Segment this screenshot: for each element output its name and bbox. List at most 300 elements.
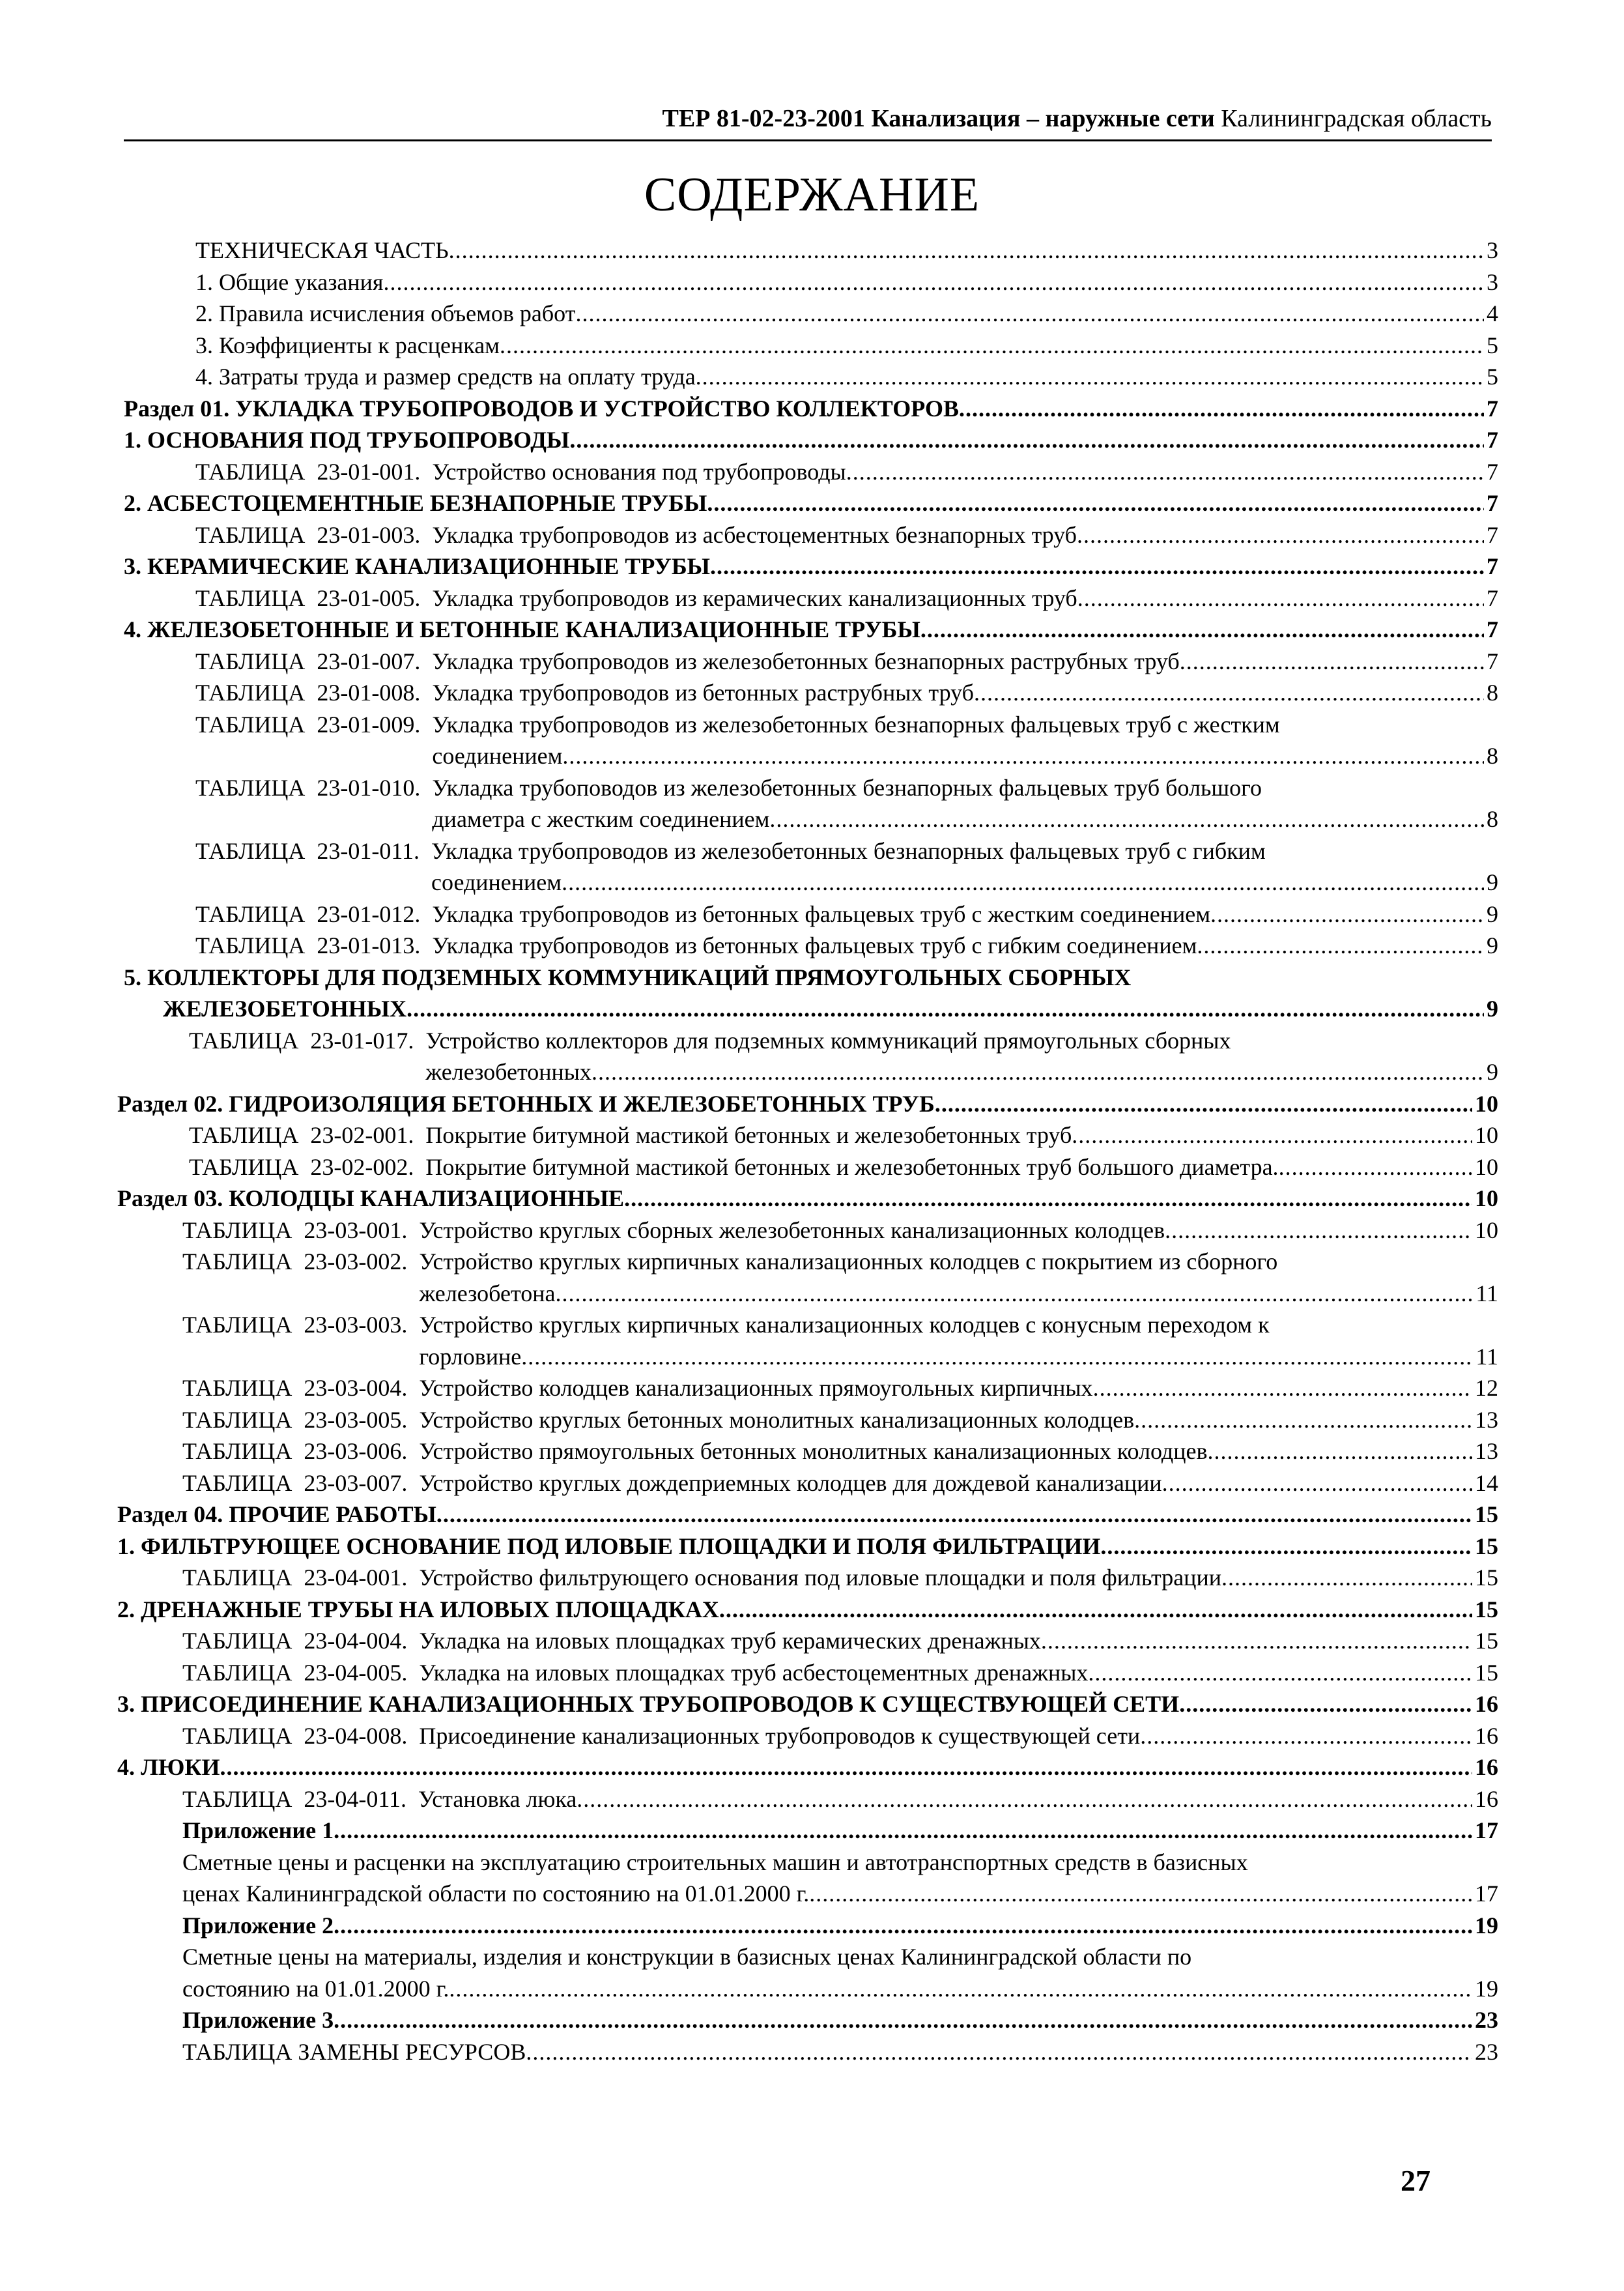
toc-leader-line <box>432 583 1498 614</box>
toc-leader-line <box>182 1878 1498 1910</box>
toc-row <box>117 1467 1498 1499</box>
toc-entry-text: состоянию на 01.01.2000 г. <box>182 1975 449 2002</box>
toc-table-entry <box>195 583 1498 614</box>
toc-entry-text: 4. ЖЕЛЕЗОБЕТОННЫЕ И БЕТОННЫЕ КАНАЛИЗАЦИОННЫЕ ТРУБЫ <box>124 616 920 642</box>
toc-dot-leader <box>1077 583 1484 614</box>
toc-page-number: 3 <box>1487 268 1498 295</box>
toc-dot-leader <box>406 993 1484 1025</box>
toc-page-number: 19 <box>1475 1912 1498 1938</box>
toc-row <box>117 330 1498 362</box>
toc-dot-leader <box>577 1783 1472 1815</box>
toc-table-label: ТАБЛИЦА 23-04-004. <box>182 1628 420 1654</box>
toc-page-number: 10 <box>1475 1122 1498 1148</box>
toc-entry-text: 2. Правила исчисления объемов работ <box>195 300 576 326</box>
toc-dot-leader <box>696 361 1484 393</box>
toc-dot-leader <box>562 740 1484 772</box>
toc-page-number: 7 <box>1487 458 1498 485</box>
toc-entry-text: Устройство прямоугольных бетонных монолитных канализационных колодцев <box>419 1438 1208 1464</box>
toc-row <box>117 551 1498 583</box>
toc-row <box>117 456 1498 488</box>
toc-page-number: 5 <box>1487 364 1498 390</box>
toc-row <box>117 424 1498 456</box>
toc-line: Устройство круглых кирпичных канализационных колодцев с покрытием из сборного <box>419 1248 1278 1275</box>
toc-table-entry <box>182 1562 1498 1594</box>
toc-table-title <box>419 1435 1498 1467</box>
toc-dot-leader <box>707 487 1484 519</box>
toc-entry-text: Укладка трубопроводов из асбестоцементных безнапорных труб <box>432 521 1077 548</box>
toc-line: Сметные цены и расценки на эксплуатацию строительных машин и автотранспортных средств в базисных <box>182 1849 1248 1875</box>
toc-leader-line <box>124 393 1498 425</box>
toc-page-number: 15 <box>1475 1564 1498 1591</box>
toc-row <box>117 1151 1498 1183</box>
toc-dot-leader <box>449 235 1484 267</box>
toc-row <box>117 962 1498 1025</box>
toc-leader-line <box>432 519 1498 551</box>
toc-table-label: ТАБЛИЦА 23-03-003. <box>182 1312 420 1338</box>
toc-dot-leader <box>710 551 1484 583</box>
toc-row <box>117 1435 1498 1467</box>
toc-row <box>117 709 1498 772</box>
toc-table-entry <box>189 1151 1498 1183</box>
toc-page-number: 10 <box>1475 1217 1498 1243</box>
toc-row <box>117 1183 1498 1215</box>
toc-row <box>117 1372 1498 1404</box>
toc-row <box>117 1941 1498 2004</box>
toc-table-label: ТАБЛИЦА 23-01-012. <box>195 901 433 927</box>
toc-entry-text: Устройство фильтрующего основания под иловые площадки и поля фильтрации <box>419 1564 1221 1591</box>
toc-entry-text: Покрытие битумной мастикой бетонных и железобетонных труб большого диаметра. <box>425 1153 1279 1180</box>
toc-page-number: 12 <box>1475 1375 1498 1401</box>
toc-entry-text: Приложение 2 <box>182 1912 334 1938</box>
toc-row <box>117 1499 1498 1531</box>
toc-leader-line <box>117 1499 1498 1531</box>
toc-page-number: 23 <box>1475 2038 1498 2065</box>
toc-table-entry <box>182 1720 1498 1752</box>
toc-table-entry <box>195 930 1498 962</box>
toc-table-label: ТАБЛИЦА 23-01-010. <box>195 774 433 801</box>
toc-table-title <box>425 1119 1498 1151</box>
toc-dot-leader <box>1134 1404 1472 1436</box>
toc-table-label: ТАБЛИЦА 23-03-005. <box>182 1406 420 1433</box>
toc-row <box>117 646 1498 678</box>
toc-table-label: ТАБЛИЦА 23-01-003. <box>195 521 433 548</box>
toc-leader-line <box>425 1056 1498 1088</box>
toc-entry-text: ЖЕЛЕЗОБЕТОННЫХ <box>163 996 407 1022</box>
toc-entry-text: Устройство круглых бетонных монолитных канализационных колодцев <box>419 1406 1135 1433</box>
toc-page-number: 16 <box>1475 1754 1498 1780</box>
toc-page-number: 9 <box>1487 1059 1498 1085</box>
toc-table-entry <box>195 835 1498 899</box>
toc-table-entry <box>182 1467 1498 1499</box>
toc-leader-line <box>432 646 1498 678</box>
toc-leader-line <box>124 993 1498 1025</box>
toc-row <box>117 614 1498 646</box>
toc-dot-leader <box>1180 646 1484 678</box>
toc-entry-text: железобетона <box>419 1280 556 1306</box>
toc-page-number: 7 <box>1487 553 1498 579</box>
toc-table-title <box>432 519 1498 551</box>
toc-page-number: 7 <box>1487 648 1498 674</box>
toc-entry-text: 3. Коэффициенты к расценкам <box>195 332 500 358</box>
toc-entry-text: 3. ПРИСОЕДИНЕНИЕ КАНАЛИЗАЦИОННЫХ ТРУБОПРОВОДОВ К СУЩЕСТВУЮЩЕЙ СЕТИ <box>117 1691 1180 1717</box>
toc-dot-leader <box>1077 519 1484 551</box>
toc-table-title <box>419 1467 1498 1499</box>
toc-dot-leader <box>334 1815 1472 1847</box>
toc-table-entry <box>195 519 1498 551</box>
toc-dot-leader <box>769 803 1484 835</box>
toc-page-number: 15 <box>1475 1628 1498 1654</box>
toc-row <box>117 1847 1498 1910</box>
toc-dot-leader <box>220 1751 1472 1783</box>
toc-table-label: ТАБЛИЦА 23-01-013. <box>195 932 433 958</box>
toc-line: Укладка трубоповодов из железобетонных безнапорных фальцевых труб большого <box>432 774 1262 801</box>
toc-dot-leader <box>1041 1625 1472 1657</box>
toc-entry-text: Укладка трубопроводов из керамических канализационных труб <box>432 584 1077 611</box>
toc-leader-line <box>182 1973 1498 2005</box>
toc-entry-text: Установка люка <box>418 1785 577 1812</box>
toc-page-number: 9 <box>1487 996 1498 1022</box>
toc-table-title <box>432 646 1498 678</box>
toc-table-label: ТАБЛИЦА 23-01-017. <box>189 1027 426 1054</box>
toc-leader-line <box>419 1562 1498 1594</box>
toc-table-entry <box>182 1246 1498 1309</box>
toc-table-title <box>419 1720 1498 1752</box>
toc-dot-leader <box>624 1183 1472 1215</box>
toc-row <box>117 1088 1498 1120</box>
toc-entry-text: Раздел 04. ПРОЧИЕ РАБОТЫ <box>117 1501 436 1527</box>
toc-leader-line <box>124 614 1498 646</box>
toc-row <box>117 930 1498 962</box>
toc-leader-line <box>419 1625 1498 1657</box>
toc-page-number: 7 <box>1487 521 1498 548</box>
toc-table-label: ТАБЛИЦА 23-01-008. <box>195 680 433 706</box>
toc-dot-leader <box>809 1878 1472 1910</box>
toc-leader-line <box>124 487 1498 519</box>
toc-table-title <box>419 1215 1498 1246</box>
toc-page-number: 9 <box>1487 932 1498 958</box>
toc-table-label: ТАБЛИЦА 23-01-005. <box>195 584 433 611</box>
toc-page-number: 19 <box>1475 1975 1498 2002</box>
toc-table-label: ТАБЛИЦА 23-01-009. <box>195 711 433 738</box>
toc-leader-line <box>419 1467 1498 1499</box>
toc-dot-leader <box>1072 1119 1472 1151</box>
toc-page-number: 13 <box>1475 1406 1498 1433</box>
toc-table-title <box>419 1657 1498 1689</box>
toc-page-number: 15 <box>1475 1659 1498 1686</box>
toc-entry-text: 1. Общие указания <box>195 268 384 295</box>
toc-row <box>117 2036 1498 2068</box>
toc-table-label: ТАБЛИЦА 23-01-007. <box>195 648 433 674</box>
toc-table-title <box>419 1562 1498 1594</box>
toc-table-label: ТАБЛИЦА 23-04-008. <box>182 1722 420 1749</box>
toc-entry-text: 4. Затраты труда и размер средств на оплату труда <box>195 364 696 390</box>
toc-row <box>117 1751 1498 1783</box>
toc-dot-leader <box>591 1056 1484 1088</box>
toc-row <box>117 393 1498 425</box>
toc-dot-leader <box>1208 1435 1473 1467</box>
toc-dot-leader <box>1165 1215 1472 1246</box>
toc-entry-text: ТАБЛИЦА ЗАМЕНЫ РЕСУРСОВ <box>182 2038 526 2065</box>
toc-page-number: 15 <box>1475 1596 1498 1622</box>
toc-table-title <box>419 1309 1498 1372</box>
toc-table-title <box>432 772 1498 835</box>
toc-entry-text: Укладка трубопроводов из бетонных раструбных труб <box>432 680 974 706</box>
toc-page-number: 3 <box>1487 237 1498 263</box>
toc-leader-line <box>195 361 1498 393</box>
toc-leader-line <box>117 1751 1498 1783</box>
toc-leader-line <box>419 1341 1498 1373</box>
toc-entry-text: Устройство круглых дождеприемных колодцев для дождевой канализации <box>419 1469 1162 1496</box>
toc-line: 5. КОЛЛЕКТОРЫ ДЛЯ ПОДЗЕМНЫХ КОММУНИКАЦИЙ ПРЯМОУГОЛЬНЫХ СБОРНЫХ <box>124 964 1132 990</box>
toc-page-number: 11 <box>1475 1280 1498 1306</box>
toc-dot-leader <box>334 1910 1472 1942</box>
toc-entry-text: Укладка трубопроводов из железобетонных безнапорных раструбных труб <box>432 648 1180 674</box>
toc-dot-leader <box>500 330 1484 362</box>
toc-dot-leader <box>1088 1657 1472 1689</box>
toc-page-number: 8 <box>1487 806 1498 832</box>
toc-leader-line <box>117 1531 1498 1563</box>
toc-leader-line <box>124 551 1498 583</box>
toc-page-number: 7 <box>1487 490 1498 516</box>
toc-line: Укладка трубопроводов из железобетонных безнапорных фальцевых труб с жестким <box>432 711 1280 738</box>
toc-page-number: 7 <box>1487 395 1498 422</box>
toc-table-label: ТАБЛИЦА 23-02-002. <box>189 1153 426 1180</box>
toc-page-number: 8 <box>1487 743 1498 769</box>
toc-page-number: 16 <box>1475 1691 1498 1717</box>
toc-table-entry <box>195 646 1498 678</box>
toc-leader-line <box>418 1783 1498 1815</box>
toc-entry-text: ценах Калининградской области по состоянию на 01.01.2000 г. <box>182 1880 810 1907</box>
toc-dot-leader <box>526 2036 1472 2068</box>
toc-row <box>117 1783 1498 1815</box>
toc-entry-text: Укладка трубопроводов из бетонных фальцевых труб с жестким соединением <box>432 901 1210 927</box>
toc-row <box>117 235 1498 267</box>
toc-row <box>117 1720 1498 1752</box>
toc-table-label: ТАБЛИЦА 23-04-011. <box>182 1785 419 1812</box>
toc-leader-line <box>419 1720 1498 1752</box>
toc-row <box>117 361 1498 393</box>
toc-page-number: 10 <box>1475 1185 1498 1211</box>
toc-page-number: 16 <box>1475 1785 1498 1812</box>
toc-leader-line <box>425 1119 1498 1151</box>
toc-row <box>117 487 1498 519</box>
toc-dot-leader <box>719 1594 1472 1626</box>
toc-table-entry <box>182 1372 1498 1404</box>
toc-page-number: 4 <box>1487 300 1498 326</box>
toc-dot-leader <box>562 867 1484 899</box>
toc-table-title <box>432 709 1498 772</box>
toc-entry-text: 2. АСБЕСТОЦЕМЕНТНЫЕ БЕЗНАПОРНЫЕ ТРУБЫ <box>124 490 707 516</box>
toc-entry-text: Приложение 1 <box>182 1817 334 1843</box>
toc-row <box>117 1531 1498 1563</box>
toc-row <box>117 267 1498 298</box>
toc-entry-text: Укладка на иловых площадках труб асбестоцементных дренажных <box>419 1659 1089 1686</box>
toc-table-label: ТАБЛИЦА 23-01-001. <box>195 458 433 485</box>
toc-row <box>117 1215 1498 1246</box>
toc-entry-text: Приложение 3 <box>182 2007 334 2033</box>
toc-page-number: 14 <box>1475 1469 1498 1496</box>
toc-leader-line <box>117 1183 1498 1215</box>
toc-row <box>117 1910 1498 1942</box>
toc-dot-leader <box>935 1088 1472 1120</box>
toc-table-title <box>432 583 1498 614</box>
toc-table-title <box>432 456 1498 488</box>
toc-page-number: 9 <box>1487 869 1498 895</box>
toc-leader-line <box>432 740 1498 772</box>
toc-table-label: ТАБЛИЦА 23-03-006. <box>182 1438 420 1464</box>
toc-dot-leader <box>436 1499 1472 1531</box>
page-number: 27 <box>1401 2164 1431 2197</box>
toc-entry-text: Устройство круглых сборных железобетонных канализационных колодцев <box>419 1217 1165 1243</box>
toc-leader-line <box>419 1215 1498 1246</box>
toc-row <box>117 1119 1498 1151</box>
toc-entry-text: соединением <box>431 869 562 895</box>
toc-table-label: ТАБЛИЦА 23-03-004. <box>182 1375 420 1401</box>
toc-dot-leader <box>1279 1151 1472 1183</box>
toc-leader-line <box>432 899 1498 930</box>
toc-table-title <box>419 1404 1498 1436</box>
toc-table-title <box>425 1151 1498 1183</box>
toc-page-number: 7 <box>1487 427 1498 453</box>
toc-table-title <box>418 1783 1498 1815</box>
toc-table-entry <box>182 1657 1498 1689</box>
toc-table-title <box>419 1625 1498 1657</box>
toc-line: Устройство коллекторов для подземных коммуникаций прямоугольных сборных <box>425 1027 1231 1054</box>
toc-dot-leader <box>521 1341 1473 1373</box>
toc-entry-text: железобетонных <box>425 1059 591 1085</box>
toc-dot-leader <box>1210 899 1484 930</box>
toc-page-number: 5 <box>1487 332 1498 358</box>
toc-row <box>117 1025 1498 1088</box>
toc-row <box>117 1815 1498 1847</box>
toc-dot-leader <box>1140 1720 1472 1752</box>
running-header <box>124 98 1492 141</box>
toc-table-title <box>432 899 1498 930</box>
toc-entry-text: диаметра с жестким соединением <box>432 806 770 832</box>
toc-dot-leader <box>555 1278 1473 1310</box>
toc-line: Сметные цены на материалы, изделия и конструкции в базисных ценах Калининградской области по <box>182 1944 1192 1970</box>
toc-dot-leader <box>384 267 1485 298</box>
toc-dot-leader <box>846 456 1484 488</box>
toc-leader-line <box>419 1404 1498 1436</box>
toc-table-entry <box>195 772 1498 835</box>
toc-entry-text: Присоединение канализационных трубопроводов к существующей сети <box>419 1722 1141 1749</box>
toc-leader-line <box>117 1688 1498 1720</box>
header-region: Калининградская область <box>1221 105 1492 132</box>
toc-line: Устройство круглых кирпичных канализационных колодцев с конусным переходом к <box>419 1312 1270 1338</box>
toc-dot-leader <box>449 1973 1472 2005</box>
toc-row <box>117 1309 1498 1372</box>
toc-leader-line <box>432 803 1498 835</box>
toc-row <box>117 899 1498 930</box>
toc-page-number: 15 <box>1475 1501 1498 1527</box>
toc-entry-text: 4. ЛЮКИ <box>117 1754 220 1780</box>
toc-dot-leader <box>334 2004 1472 2036</box>
toc-page-number: 7 <box>1487 616 1498 642</box>
toc-table-label: ТАБЛИЦА 23-04-001. <box>182 1564 420 1591</box>
toc-dot-leader <box>1221 1562 1472 1594</box>
toc-dot-leader <box>1100 1531 1472 1563</box>
toc-page-number: 10 <box>1475 1153 1498 1180</box>
toc-entry-text: Раздел 01. УКЛАДКА ТРУБОПРОВОДОВ И УСТРОЙСТВО КОЛЛЕКТОРОВ <box>124 395 960 422</box>
toc-page-number: 17 <box>1475 1880 1498 1907</box>
toc-row <box>117 835 1498 899</box>
toc-leader-line <box>182 2036 1498 2068</box>
toc-entry-text: 1. ФИЛЬТРУЮЩЕЕ ОСНОВАНИЕ ПОД ИЛОВЫЕ ПЛОЩАДКИ И ПОЛЯ ФИЛЬТРАЦИИ <box>117 1533 1101 1559</box>
toc-dot-leader <box>959 393 1484 425</box>
toc-row <box>117 1404 1498 1436</box>
toc-leader-line <box>419 1435 1498 1467</box>
toc-table-entry <box>182 1783 1498 1815</box>
toc-leader-line <box>117 1088 1498 1120</box>
toc-leader-line <box>195 298 1498 330</box>
toc-entry-text: 3. КЕРАМИЧЕСКИЕ КАНАЛИЗАЦИОННЫЕ ТРУБЫ <box>124 553 710 579</box>
toc-row <box>117 298 1498 330</box>
toc-table-entry <box>182 1215 1498 1246</box>
toc-entry-text: Укладка на иловых площадках труб керамических дренажных <box>419 1628 1041 1654</box>
toc-table-entry <box>195 899 1498 930</box>
toc-table-label: ТАБЛИЦА 23-04-005. <box>182 1659 420 1686</box>
toc-dot-leader <box>575 298 1484 330</box>
toc-table-title <box>419 1246 1498 1309</box>
toc-page-number: 17 <box>1475 1817 1498 1843</box>
toc-line: Укладка трубопроводов из железобетонных безнапорных фальцевых труб с гибким <box>431 837 1266 864</box>
toc-table-title <box>425 1025 1498 1088</box>
toc-page-number: 16 <box>1475 1722 1498 1749</box>
toc-table-entry <box>182 1404 1498 1436</box>
toc-table-entry <box>195 709 1498 772</box>
toc-row <box>117 1562 1498 1594</box>
toc-row <box>117 1625 1498 1657</box>
toc-leader-line <box>182 2004 1498 2036</box>
toc-entry-text: Покрытие битумной мастикой бетонных и железобетонных труб <box>425 1122 1072 1148</box>
toc-page-number: 15 <box>1475 1533 1498 1559</box>
toc-entry-text: Раздел 02. ГИДРОИЗОЛЯЦИЯ БЕТОННЫХ И ЖЕЛЕЗОБЕТОННЫХ ТРУБ <box>117 1090 935 1117</box>
toc-page-number: 13 <box>1475 1438 1498 1464</box>
toc-entry-text: Устройство основания под трубопроводы <box>432 458 846 485</box>
toc-dot-leader <box>1093 1372 1472 1404</box>
toc-leader-line <box>432 456 1498 488</box>
page-title: СОДЕРЖАНИЕ <box>644 168 980 222</box>
toc-page-number: 23 <box>1475 2007 1498 2033</box>
toc-entry-text: 2. ДРЕНАЖНЫЕ ТРУБЫ НА ИЛОВЫХ ПЛОЩАДКАХ <box>117 1596 719 1622</box>
toc-leader-line <box>425 1151 1498 1183</box>
toc-dot-leader <box>974 677 1484 709</box>
toc-entry-text: горловине <box>419 1343 522 1370</box>
toc-dot-leader <box>1197 930 1484 962</box>
toc-table-label: ТАБЛИЦА 23-03-002. <box>182 1248 420 1275</box>
toc-table-entry <box>195 677 1498 709</box>
toc-table-entry <box>189 1119 1498 1151</box>
toc-row <box>117 583 1498 614</box>
toc-leader-line <box>195 235 1498 267</box>
toc-table-title <box>432 677 1498 709</box>
toc-page-number: 8 <box>1487 680 1498 706</box>
toc-table-label: ТАБЛИЦА 23-03-001. <box>182 1217 420 1243</box>
toc-table-entry <box>182 1435 1498 1467</box>
toc-row <box>117 519 1498 551</box>
toc-row <box>117 677 1498 709</box>
toc-table-label: ТАБЛИЦА 23-01-011. <box>195 837 432 864</box>
toc-row <box>117 2004 1498 2036</box>
toc-entry-text: ТЕХНИЧЕСКАЯ ЧАСТЬ <box>195 237 449 263</box>
toc-table-entry <box>182 1625 1498 1657</box>
toc-page-number: 7 <box>1487 584 1498 611</box>
toc-entry-text: Раздел 03. КОЛОДЦЫ КАНАЛИЗАЦИОННЫЕ <box>117 1185 625 1211</box>
toc-leader-line <box>117 1594 1498 1626</box>
header-doc-code: ТЕР 81-02-23-2001 Канализация – наружные сети <box>662 105 1215 132</box>
toc-leader-line <box>419 1657 1498 1689</box>
